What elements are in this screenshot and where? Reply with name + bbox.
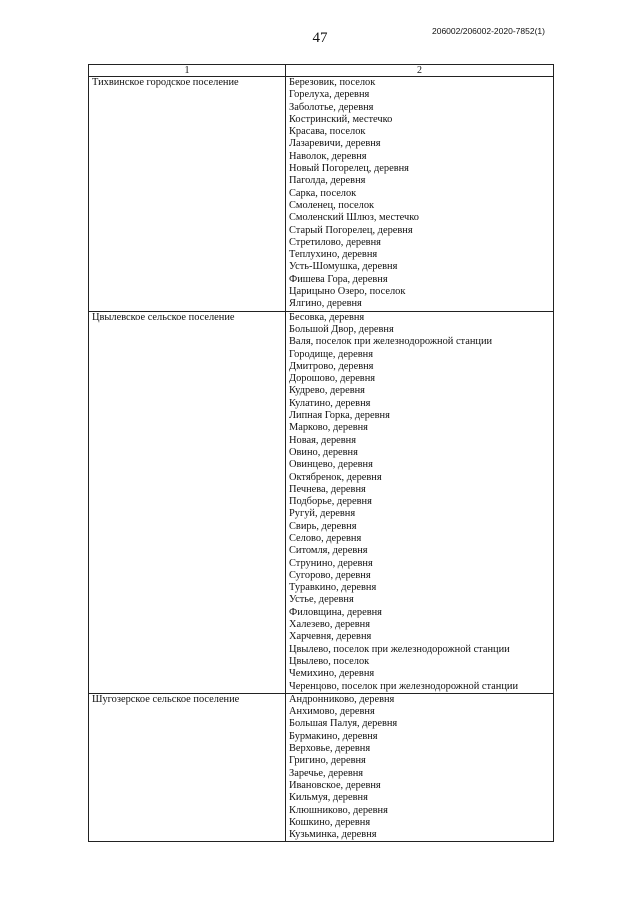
settlements-table <box>88 64 554 842</box>
place-item: Теплухино, деревня <box>289 249 378 261</box>
place-item: Печнева, деревня <box>289 483 366 495</box>
place-item: Заболотье, деревня <box>289 101 374 113</box>
place-item: Горелуха, деревня <box>289 89 370 101</box>
settlement-cell: Шугозерское сельское поселение <box>89 693 286 842</box>
place-item: Смоленец, поселок <box>289 199 375 211</box>
place-item: Костринский, местечко <box>289 113 393 125</box>
table-row <box>89 311 554 693</box>
place-item: Кудрево, деревня <box>289 385 365 397</box>
place-item: Кулатино, деревня <box>289 397 371 409</box>
place-item: Бурмакино, деревня <box>289 730 378 742</box>
place-item: Царицыно Озеро, поселок <box>289 286 406 298</box>
place-item: Старый Погорелец, деревня <box>289 224 413 236</box>
place-item: Туравкино, деревня <box>289 582 377 594</box>
place-item: Фишева Гора, деревня <box>289 273 388 285</box>
place-item: Кильмуя, деревня <box>289 792 368 804</box>
place-item: Дорошово, деревня <box>289 373 376 385</box>
place-item: Клюшниково, деревня <box>289 804 388 816</box>
place-item: Овинцево, деревня <box>289 459 373 471</box>
place-item: Ялгино, деревня <box>289 298 362 310</box>
document-id: 206002/206002-2020-7852(1) <box>432 26 545 36</box>
table-row <box>89 693 554 842</box>
place-item: Чемихино, деревня <box>289 668 375 680</box>
place-item: Лазаревичи, деревня <box>289 138 381 150</box>
place-item: Андронниково, деревня <box>289 693 395 705</box>
page-number: 47 <box>312 30 328 46</box>
place-item: Заречье, деревня <box>289 767 364 779</box>
settlement-cell: Тихвинское городское поселение <box>89 77 286 312</box>
place-item: Липная Горка, деревня <box>289 410 390 422</box>
place-item: Паголда, деревня <box>289 175 366 187</box>
place-item: Наволок, деревня <box>289 150 367 162</box>
place-item: Валя, поселок при железнодорожной станции <box>289 336 493 348</box>
place-item: Бесовка, деревня <box>289 311 365 323</box>
place-item: Григино, деревня <box>289 755 366 767</box>
place-item: Цвылево, поселок <box>289 655 370 667</box>
place-item: Халезево, деревня <box>289 619 371 631</box>
place-item: Цвылево, поселок при железнодорожной станции <box>289 643 510 655</box>
place-item: Селово, деревня <box>289 532 362 544</box>
place-item: Устье, деревня <box>289 594 354 606</box>
place-item: Стретилово, деревня <box>289 236 381 248</box>
place-item: Большой Двор, деревня <box>289 323 394 335</box>
table-header-row <box>89 65 554 77</box>
place-item: Ивановское, деревня <box>289 779 381 791</box>
place-item: Ситомля, деревня <box>289 545 368 557</box>
place-item: Анхимово, деревня <box>289 706 375 718</box>
place-item: Кузьминка, деревня <box>289 829 377 841</box>
place-item: Черенцово, поселок при железнодорожной станции <box>289 680 518 692</box>
place-item: Дмитрово, деревня <box>289 360 374 372</box>
column-header: 1 <box>89 65 286 77</box>
column-header: 2 <box>286 65 554 77</box>
place-item: Красава, поселок <box>289 126 366 138</box>
settlement-cell: Цвылевское сельское поселение <box>89 311 286 693</box>
place-item: Новый Погорелец, деревня <box>289 163 409 175</box>
place-item: Верховье, деревня <box>289 743 371 755</box>
place-item: Березовик, поселок <box>289 77 376 88</box>
place-item: Большая Палуя, деревня <box>289 718 398 730</box>
place-item: Струнино, деревня <box>289 557 373 569</box>
place-item: Октябренок, деревня <box>289 471 382 483</box>
place-item: Подборье, деревня <box>289 496 372 508</box>
place-item: Марково, деревня <box>289 422 368 434</box>
places-cell <box>286 311 554 693</box>
places-cell <box>286 77 554 312</box>
place-item: Харчевня, деревня <box>289 631 372 643</box>
place-item: Свирь, деревня <box>289 520 357 532</box>
place-item: Сугорово, деревня <box>289 569 371 581</box>
place-item: Овино, деревня <box>289 446 358 458</box>
place-item: Филовщина, деревня <box>289 606 382 618</box>
place-item: Сарка, поселок <box>289 187 357 199</box>
place-item: Кошкино, деревня <box>289 816 371 828</box>
places-cell <box>286 693 554 842</box>
place-item: Новая, деревня <box>289 434 357 446</box>
place-item: Усть-Шомушка, деревня <box>289 261 398 273</box>
place-item: Смоленский Шлюз, местечко <box>289 212 419 224</box>
table-row <box>89 77 554 312</box>
place-item: Городище, деревня <box>289 348 373 360</box>
place-item: Ругуй, деревня <box>289 508 356 520</box>
